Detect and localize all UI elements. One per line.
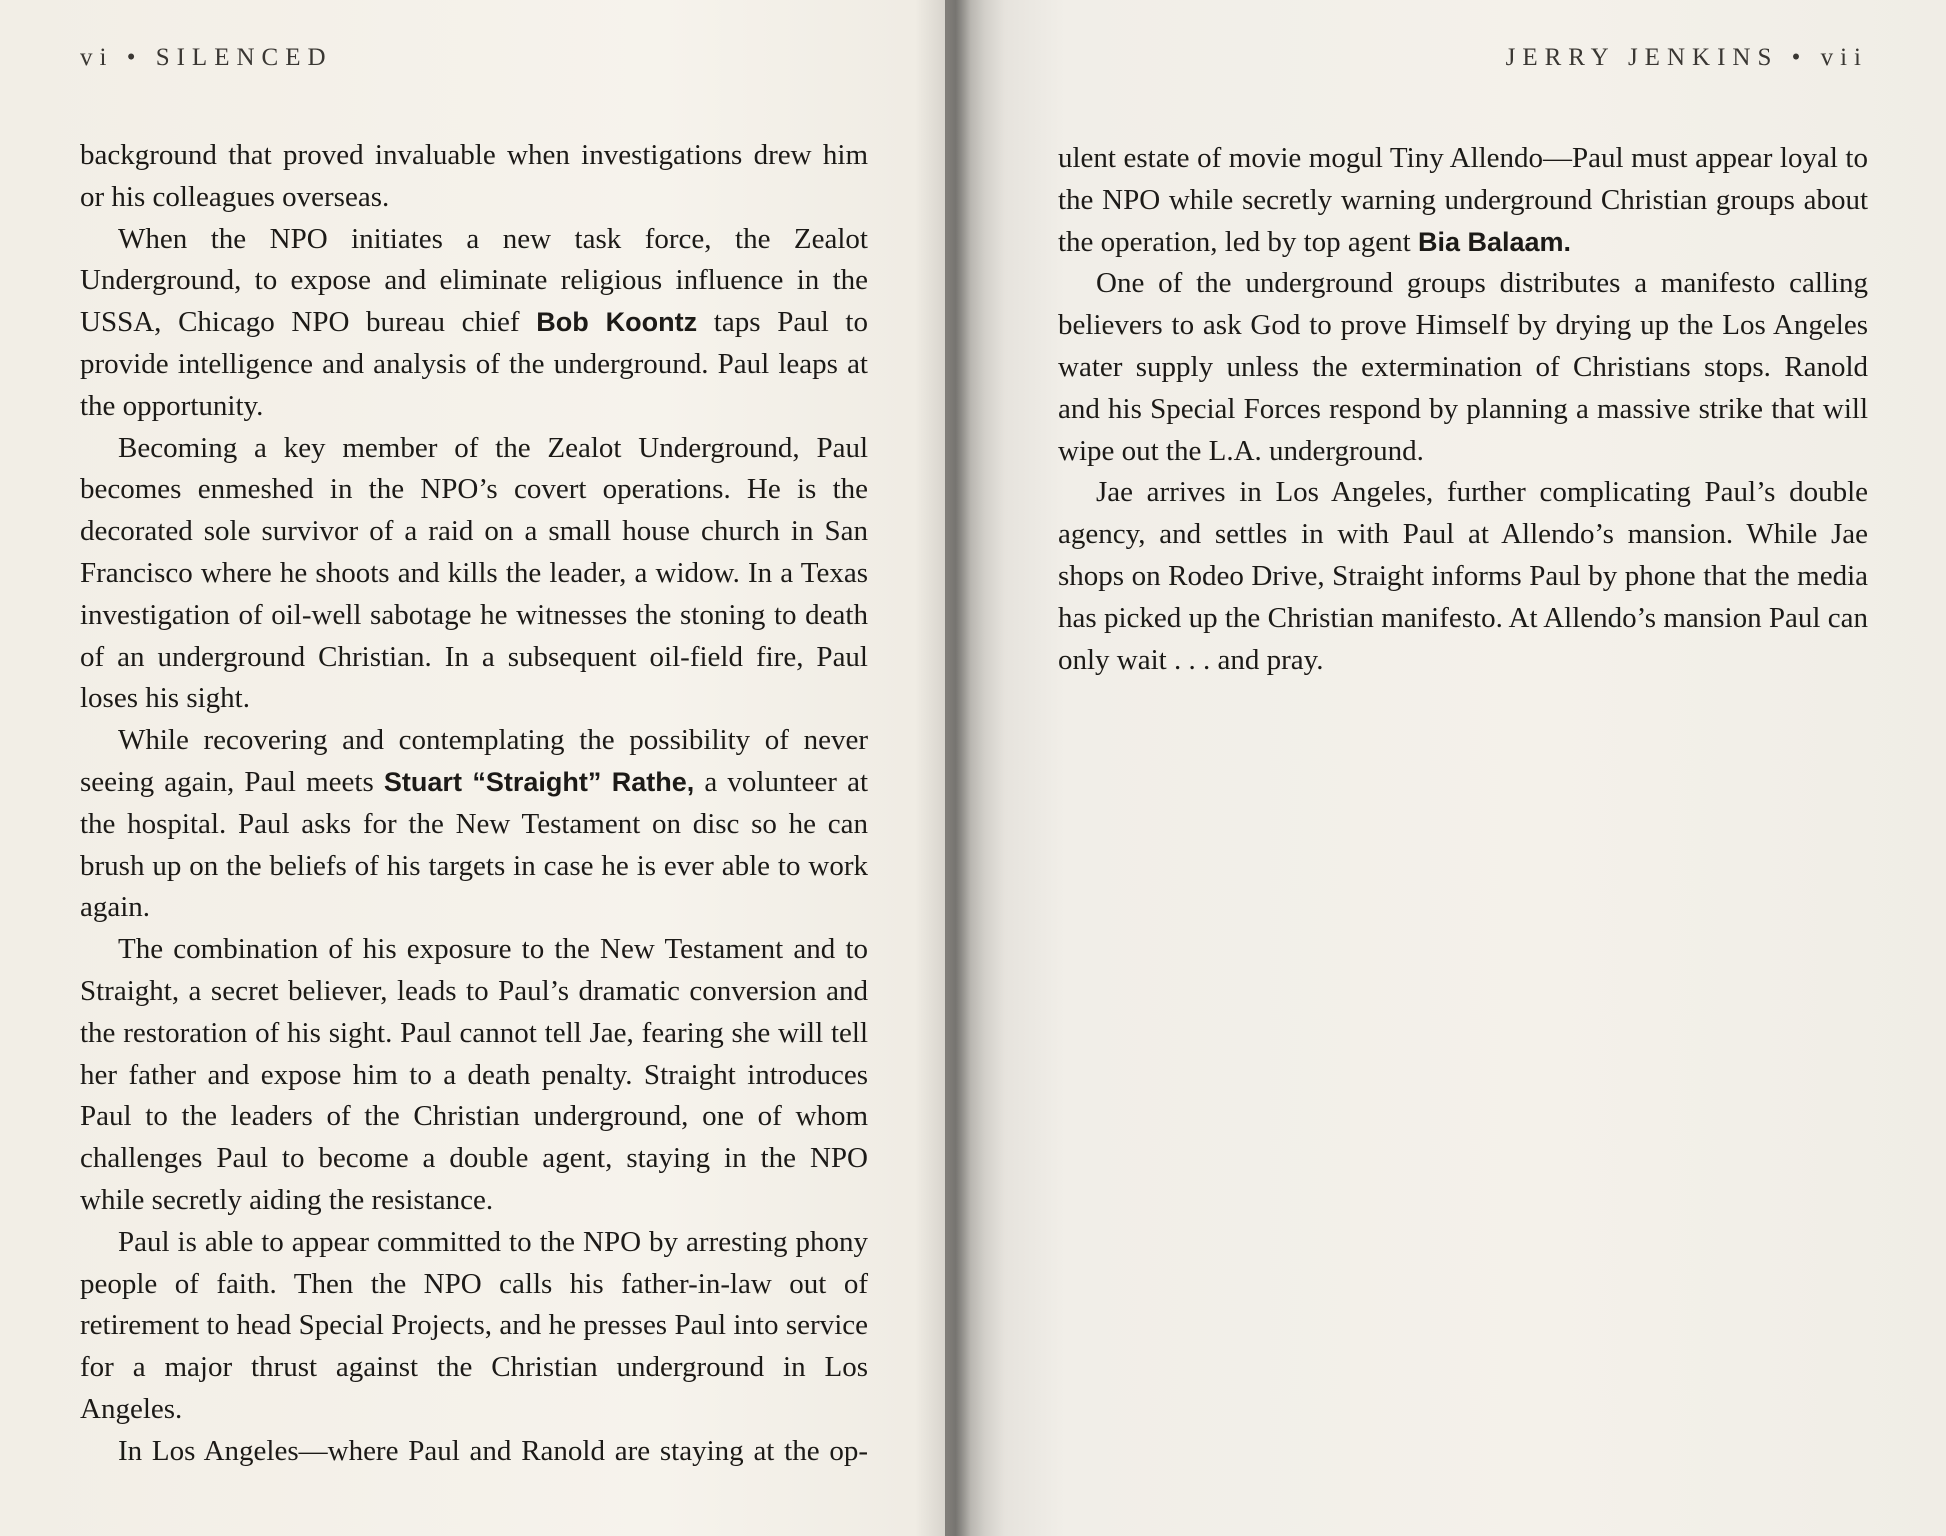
bold-name-bob-koontz: Bob Koontz [536, 307, 698, 338]
right-paragraph-3: Jae arrives in Los Angeles, further complicating Paul’s double agency, and settles in with Paul at Allendo’s mansion. While Jae shops on Rodeo Drive, Straight informs Paul by phone that the media has picked up the Christian manifesto. At Allendo’s mansion Paul can only wait . . . and pray. [1058, 476, 1868, 676]
right-paragraph-2: One of the underground groups distributes a manifesto calling believers to ask God to prove Himself by drying up the Los Angeles water supply unless the extermination of Christians stops. Ranold and his Special Forces respond by planning a massive strike that will wipe out the L.A. underground. [1058, 267, 1868, 467]
right-paragraph-1: ulent estate of movie mogul Tiny Allendo—Paul must appear loyal to the NPO while secretly warning underground Christian groups about the operation, led by top agent Bia Balaam. [1058, 142, 1868, 258]
left-paragraph-4: While recovering and contemplating the possibility of never seeing again, Paul meets Stuart “Straight” Rathe, a volunteer at the hospital. Paul asks for the New Testament on disc so he can brush up on the beliefs of his targets in case he is ever able to work again. [80, 724, 868, 924]
left-paragraph-6: Paul is able to appear committed to the NPO by arresting phony people of faith. Then the NPO calls his father-in-law out of retirement to head Special Projects, and he presses Paul into service for a major thrust against the Christian underground in Los Angeles. [80, 1225, 868, 1425]
bold-name-bia-balaam: Bia Balaam. [1417, 226, 1572, 257]
bold-name-stuart-rathe: Stuart “Straight” Rathe, [383, 766, 695, 797]
left-running-head: vi • SILENCED [80, 44, 333, 71]
left-paragraph-3: Becoming a key member of the Zealot Underground, Paul becomes enmeshed in the NPO’s covert operations. He is the decorated sole survivor of a raid on a small house church in San Francisco where he shoots and kills the leader, a widow. In a Texas investigation of oil-well sabotage he witnesses the stoning to death of an underground Christian. In a subsequent oil-field fire, Paul loses his sight. [80, 431, 868, 715]
right-text-block [1058, 138, 1868, 681]
left-paragraph-5: The combination of his exposure to the New Testament and to Straight, a secret believer, leads to Paul’s dramatic conversion and the restoration of his sight. Paul cannot tell Jae, fearing she will tell her father and expose him to a death penalty. Straight introduces Paul to the leaders of the Christian underground, one of whom challenges Paul to become a double agent, staying in the NPO while secretly aiding the resistance. [80, 933, 868, 1216]
right-running-head: JERRY JENKINS • vii [1505, 44, 1868, 71]
left-paragraph-2: When the NPO initiates a new task force, the Zealot Underground, to expose and eliminate religious influence in the USSA, Chicago NPO bureau chief Bob Koontz taps Paul to provide intelligence and analysis of the underground. Paul leaps at the opportunity. [80, 222, 868, 422]
left-paragraph-1: background that proved invaluable when investigations drew him or his colleagues overseas. [80, 139, 868, 213]
left-paragraph-7: In Los Angeles—where Paul and Ranold are staying at the op- [118, 1434, 868, 1467]
left-text-block [80, 135, 868, 1473]
left-page [0, 0, 945, 1536]
right-page [945, 0, 1946, 1536]
